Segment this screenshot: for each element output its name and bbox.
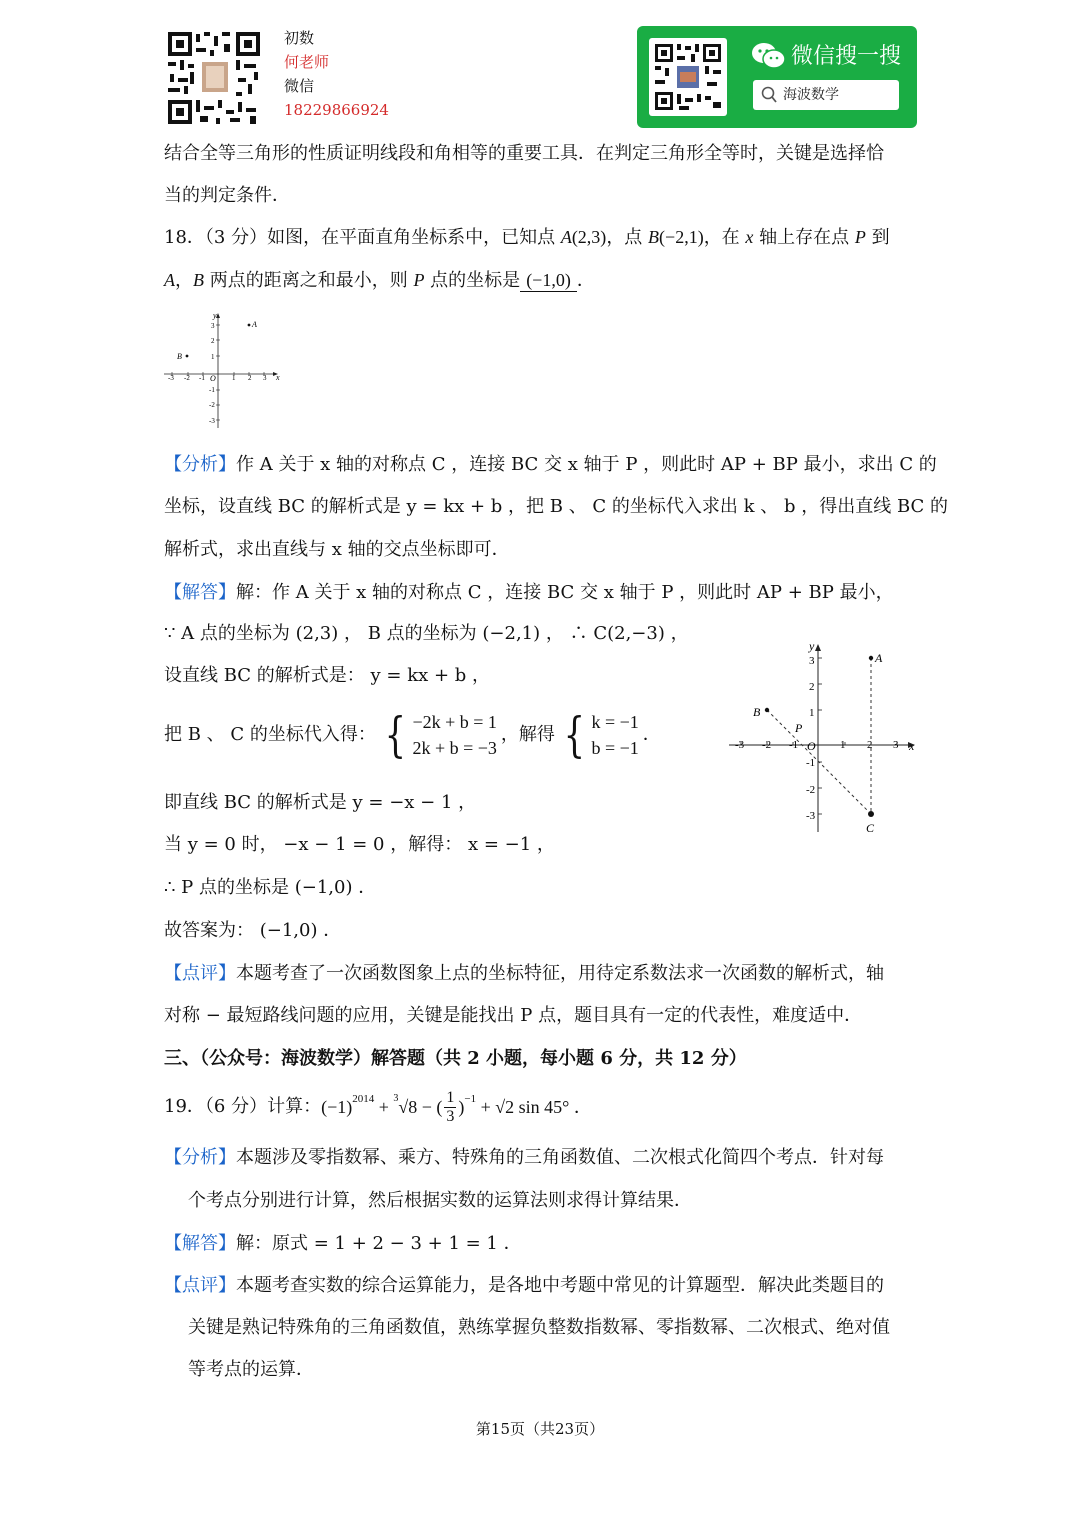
q19-exponent: 2014 [352, 1093, 375, 1105]
q19-fraction [444, 1089, 456, 1126]
q19-root-index: 3 [393, 1093, 399, 1104]
x-tick-label: 3 [263, 374, 267, 382]
analysis-tag: 【分析】 [164, 454, 236, 475]
q18-point-p: P [854, 227, 866, 247]
q18-x: x [745, 227, 754, 247]
small-coordinate-graph [160, 308, 284, 432]
header-label-wechat: 微信 [284, 77, 315, 95]
y-tick-label: -2 [806, 784, 816, 796]
section-3-title: 三、（公众号：海波数学）解答题（共 2 小题，每小题 6 分，共 12 分） [164, 1048, 747, 1069]
q18-text: ． [576, 270, 595, 291]
equation-row: 2k + b = −3 [412, 738, 497, 758]
q18-text: 轴上存在点 [753, 227, 855, 248]
equation-row: k = −1 [591, 712, 639, 732]
review-tag: 【点评】 [164, 963, 236, 984]
q19-review-line-1 [164, 1273, 920, 1299]
q18-text: 到 [865, 227, 890, 248]
q18-point-b: B [648, 227, 660, 247]
y-axis-arrow-icon [815, 644, 821, 651]
header-qr-code [166, 30, 262, 126]
point-b-label: B [177, 352, 182, 361]
left-brace-icon: { [563, 707, 585, 763]
solution-line-3: 设直线 BC 的解析式是： y = kx + b ， [164, 665, 491, 686]
q18-answer: (−1,0) [520, 269, 577, 292]
fraction-denominator: 3 [446, 1107, 455, 1125]
q18-text: ， [175, 270, 193, 291]
x-tick-label: -1 [789, 739, 799, 751]
header-label-phone: 18229866924 [284, 101, 389, 119]
q18-text: 点的坐标是 [424, 270, 521, 291]
q19-analysis-tag: 【分析】 [164, 1147, 236, 1168]
y-tick-label: 2 [809, 681, 815, 693]
review-line-1 [164, 961, 920, 987]
q19-term: ) [458, 1097, 465, 1117]
y-axis-arrow-icon [216, 313, 220, 318]
y-tick-label: -1 [209, 386, 215, 394]
y-tick-label: 3 [809, 655, 815, 667]
point-p-label: P [795, 721, 803, 735]
large-coordinate-graph [725, 636, 925, 840]
q19-review-line-2: 关键是熟记特殊角的三角函数值，熟练掌握负整数指数幂、零指数幂、二次根式、绝对值 [188, 1317, 890, 1338]
q19-analysis-line-2: 个考点分别进行计算，然后根据实数的运算法则求得计算结果． [188, 1190, 692, 1211]
x-tick-label: -3 [735, 739, 745, 751]
x-tick-label: -2 [762, 739, 772, 751]
q19-op: + [374, 1097, 394, 1117]
point-a-marker [869, 656, 873, 660]
point-c-marker [868, 811, 874, 817]
q19-exponent: −1 [464, 1093, 477, 1105]
q19-review-text: 本题考查实数的综合运算能力，是各地中考题中常见的计算题型．解决此类题目的 [236, 1275, 884, 1296]
y-tick-label: -3 [209, 417, 215, 425]
q18-point-b: B [193, 270, 204, 290]
solution-line-6: 当 y = 0 时， −x − 1 = 0 ，解得： x = −1 ， [164, 834, 555, 855]
equation-system-2 [559, 709, 639, 761]
q19-review-line-3: 等考点的运算． [188, 1359, 314, 1380]
q18-text: 两点的距离之和最小，则 [204, 270, 414, 291]
q18-text: ，点 [606, 227, 649, 248]
solution-text: ． [642, 724, 661, 745]
x-tick-label: 1 [232, 374, 236, 382]
solution-line-8: 故答案为： (−1,0) ． [164, 920, 342, 941]
left-brace-icon: { [384, 707, 406, 763]
analysis-line-2: 坐标，设直线 BC 的解析式是 y = kx + b ，把 B 、 C 的坐标代入求出 k 、 b ，得出直线 BC 的 [164, 496, 948, 517]
q19-review-tag: 【点评】 [164, 1275, 236, 1296]
q19-line [164, 1082, 920, 1132]
point-b-label: B [753, 705, 761, 719]
intro-line-2: 当的判定条件． [164, 185, 290, 206]
x-tick-label: -2 [184, 374, 190, 382]
wechat-qr-code [649, 38, 727, 116]
x-axis-label: x [909, 739, 915, 753]
fraction-numerator: 1 [446, 1088, 455, 1106]
x-tick-label: -3 [168, 374, 174, 382]
equation-system-1 [380, 709, 497, 761]
analysis-line-3: 解析式，求出直线与 x 轴的交点坐标即可． [164, 539, 510, 560]
q19-term: + √2 sin 45° ． [476, 1097, 592, 1117]
y-tick-label: -2 [209, 401, 215, 409]
solution-line-1 [164, 580, 920, 606]
q19-op: − ( [417, 1097, 443, 1117]
q18-b-coord: (−2,1) [659, 227, 704, 247]
q18-point-a: A [164, 270, 175, 290]
solution-text: 解：作 A 关于 x 轴的对称点 C ，连接 BC 交 x 轴于 P ，则此时 AP + BP 最小， [236, 582, 894, 603]
point-a-label: A [252, 320, 257, 329]
y-axis-label: y [809, 639, 815, 653]
q18-a-coord: (2,3) [571, 227, 607, 247]
y-tick-label: 1 [211, 353, 215, 361]
q18-line-1 [164, 224, 920, 251]
point-a-marker [248, 324, 251, 327]
x-tick-label: 3 [893, 739, 899, 751]
bc-dashed-line [767, 710, 871, 814]
wechat-search-title: 微信搜一搜 [791, 44, 902, 69]
q18-line-2 [164, 267, 920, 294]
page-number: 第15页（共23页） [475, 1420, 605, 1438]
y-axis-label: y [213, 311, 217, 320]
q19-solution-tag: 【解答】 [164, 1233, 236, 1254]
qr-code-icon [649, 38, 727, 116]
q18-number: 18．（3 分）如图，在平面直角坐标系中，已知点 [164, 227, 561, 248]
review-text: 本题考查了一次函数图象上点的坐标特征，用待定系数法求一次函数的解析式，轴 [236, 963, 884, 984]
y-tick-label: 3 [211, 322, 215, 330]
q18-point-a: A [560, 227, 572, 247]
wechat-logo-icon [751, 42, 787, 70]
y-tick-label: -1 [806, 757, 816, 769]
intro-line-1: 结合全等三角形的性质证明线段和角相等的重要工具．在判定三角形全等时，关键是选择恰 [164, 143, 884, 164]
q18-text: ，在 [703, 227, 746, 248]
solution-tag: 【解答】 [164, 582, 236, 603]
wechat-search-query: 海波数学 [783, 87, 839, 103]
y-tick-label: 2 [211, 337, 215, 345]
y-tick-label: -3 [806, 810, 816, 822]
review-line-2: 对称 − 最短路线问题的应用，关键是能找出 P 点，题目具有一定的代表性，难度适中． [164, 1005, 863, 1026]
y-tick-label: 1 [809, 707, 815, 719]
header-label-teacher: 何老师 [284, 53, 330, 71]
q19-analysis-line-1 [164, 1145, 920, 1171]
q19-analysis-text: 本题涉及零指数幂、乘方、特殊角的三角函数值、二次根式化简四个考点．针对每 [236, 1147, 884, 1168]
header-label-subject: 初数 [284, 29, 315, 47]
q19-term: √8 [398, 1097, 418, 1117]
analysis-text: 作 A 关于 x 轴的对称点 C ，连接 BC 交 x 轴于 P ，则此时 AP + BP 最小，求出 C 的 [236, 454, 937, 475]
qr-code-icon [166, 30, 262, 126]
x-tick-label: 1 [840, 739, 846, 751]
search-icon [761, 86, 777, 108]
wechat-search-input[interactable] [753, 80, 899, 110]
q19-term: (−1) [321, 1097, 353, 1117]
solution-text: ，解得 [500, 724, 555, 745]
analysis-line-1 [164, 452, 937, 478]
point-b-marker [765, 708, 769, 712]
wechat-search-banner[interactable] [637, 26, 917, 128]
origin-label: O [807, 739, 816, 753]
point-b-marker [186, 355, 189, 358]
equation-row: b = −1 [591, 738, 639, 758]
q19-solution-text: 解：原式 = 1 + 2 − 3 + 1 = 1 ． [236, 1233, 522, 1254]
solution-line-2: ∵ A 点的坐标为 (2,3) ， B 点的坐标为 (−2,1) ， ∴ C(2,−3) ， [164, 623, 689, 644]
solution-line-5: 即直线 BC 的解析式是 y = −x − 1 ， [164, 792, 477, 813]
x-tick-label: -1 [199, 374, 205, 382]
point-c-label: C [866, 821, 875, 835]
q18-point-p: P [413, 270, 425, 290]
point-a-label: A [875, 651, 883, 665]
solution-text: 把 B 、 C 的坐标代入得： [164, 724, 376, 745]
q19-solution-line [164, 1231, 920, 1257]
x-axis-label: x [276, 373, 280, 382]
equation-row: −2k + b = 1 [412, 712, 497, 732]
x-tick-label: 2 [867, 739, 873, 751]
origin-label: O [210, 374, 216, 383]
q19-number: 19．（6 分）计算： [164, 1096, 322, 1117]
solution-line-7: ∴ P 点的坐标是 (−1,0) ． [164, 877, 377, 898]
x-tick-label: 2 [248, 374, 252, 382]
